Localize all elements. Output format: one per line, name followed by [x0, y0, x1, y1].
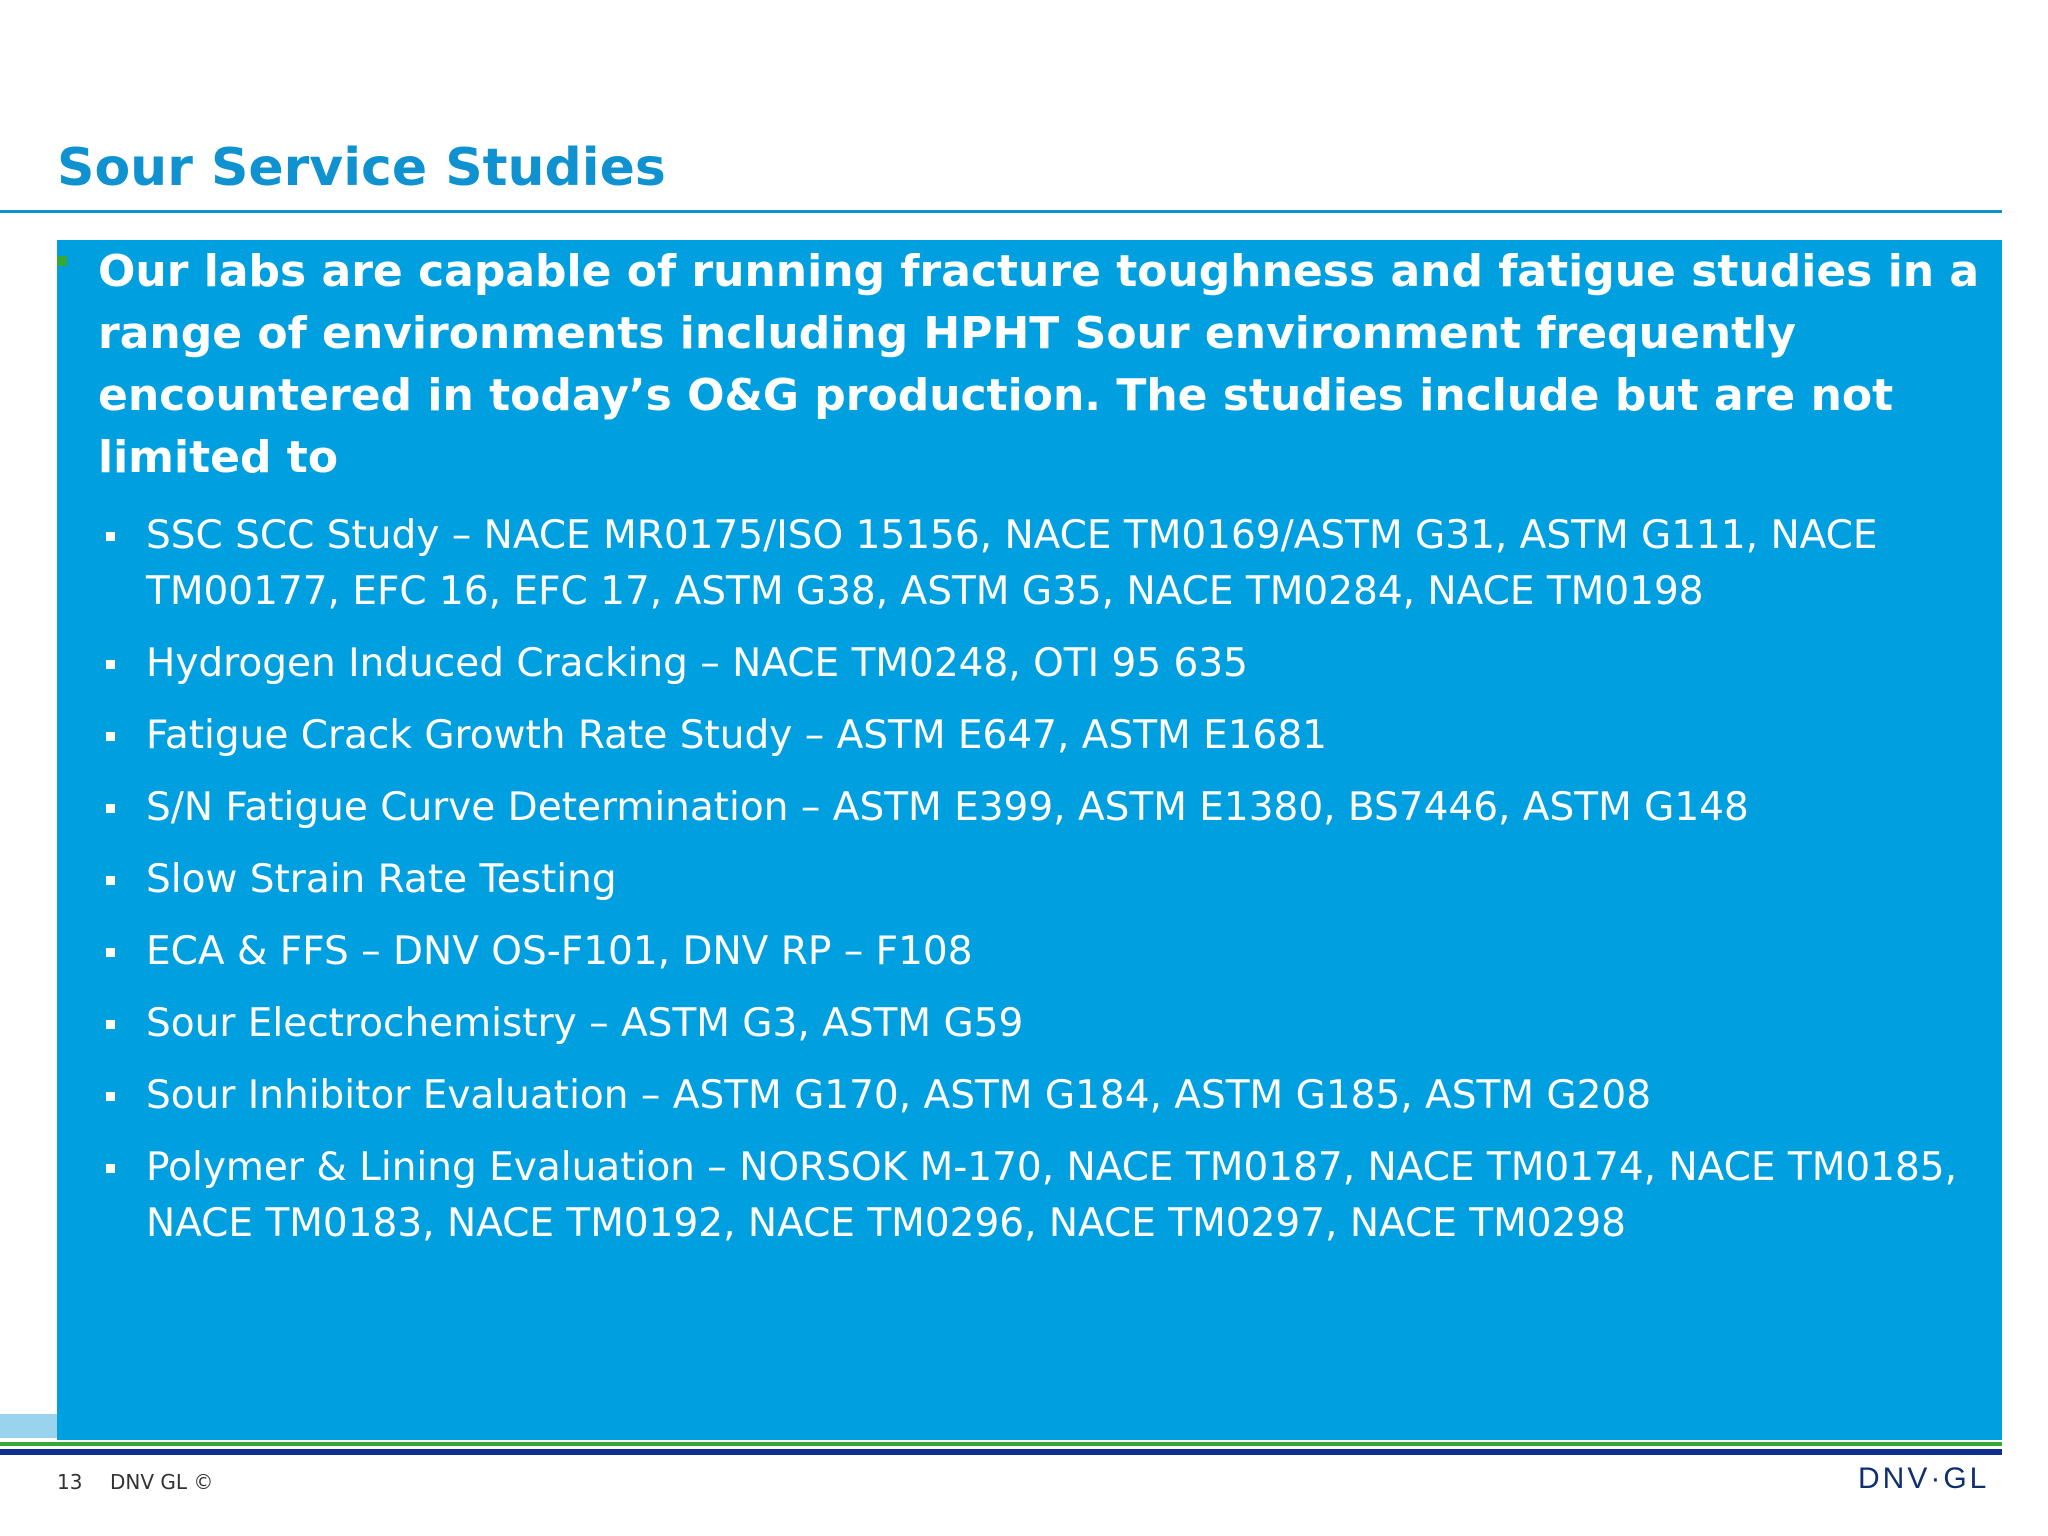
list-item [104, 1068, 1994, 1124]
list-item [104, 780, 1994, 836]
footer-green-rule [0, 1442, 2002, 1446]
list-item [104, 636, 1994, 692]
square-bullet-icon [106, 1092, 115, 1101]
list-item [104, 996, 1994, 1052]
list-item-text: SSC SCC Study – NACE MR0175/ISO 15156, NACE TM0169/ASTM G31, ASTM G111, NACE TM00177, EFC 16, EFC 17, ASTM G38, ASTM G35, NACE TM0284, NACE TM0198 [146, 513, 1878, 614]
footer-navy-rule [0, 1449, 2002, 1455]
study-list [104, 508, 1994, 1268]
list-item [104, 1140, 1994, 1252]
copyright-text: DNV GL © [110, 1470, 214, 1494]
list-item [104, 852, 1994, 908]
square-bullet-icon [106, 732, 115, 741]
list-item-text: Sour Electrochemistry – ASTM G3, ASTM G59 [146, 1001, 1024, 1046]
lead-paragraph: Our labs are capable of running fracture toughness and fatigue studies in a range of environments including HPHT Sour environment frequently encountered in today’s O&G production. The studies include but are not limited to [98, 246, 1980, 483]
list-item [104, 924, 1994, 980]
slide-title: Sour Service Studies [57, 138, 666, 198]
page-number: 13 [57, 1470, 83, 1494]
dnv-gl-logo: DNV·GL [1858, 1462, 1990, 1495]
list-item-text: Sour Inhibitor Evaluation – ASTM G170, ASTM G184, ASTM G185, ASTM G208 [146, 1073, 1652, 1118]
lead-bullet-icon [57, 256, 67, 266]
square-bullet-icon [106, 804, 115, 813]
list-item-text: Slow Strain Rate Testing [146, 857, 617, 902]
square-bullet-icon [106, 948, 115, 957]
list-item-text: Polymer & Lining Evaluation – NORSOK M-170, NACE TM0187, NACE TM0174, NACE TM0185, NACE TM0183, NACE TM0192, NACE TM0296, NACE TM0297, NACE TM0298 [146, 1145, 1958, 1246]
square-bullet-icon [106, 660, 115, 669]
square-bullet-icon [106, 1020, 115, 1029]
list-item-text: Fatigue Crack Growth Rate Study – ASTM E647, ASTM E1681 [146, 713, 1327, 758]
square-bullet-icon [106, 876, 115, 885]
square-bullet-icon [106, 1164, 115, 1173]
list-item-text: ECA & FFS – DNV OS-F101, DNV RP – F108 [146, 929, 973, 974]
list-item [104, 508, 1994, 620]
title-divider [0, 210, 2002, 213]
side-tab-accent [0, 1414, 57, 1438]
list-item-text: S/N Fatigue Curve Determination – ASTM E399, ASTM E1380, BS7446, ASTM G148 [146, 785, 1749, 830]
list-item-text: Hydrogen Induced Cracking – NACE TM0248, OTI 95 635 [146, 641, 1248, 686]
list-item [104, 708, 1994, 764]
square-bullet-icon [106, 532, 115, 541]
